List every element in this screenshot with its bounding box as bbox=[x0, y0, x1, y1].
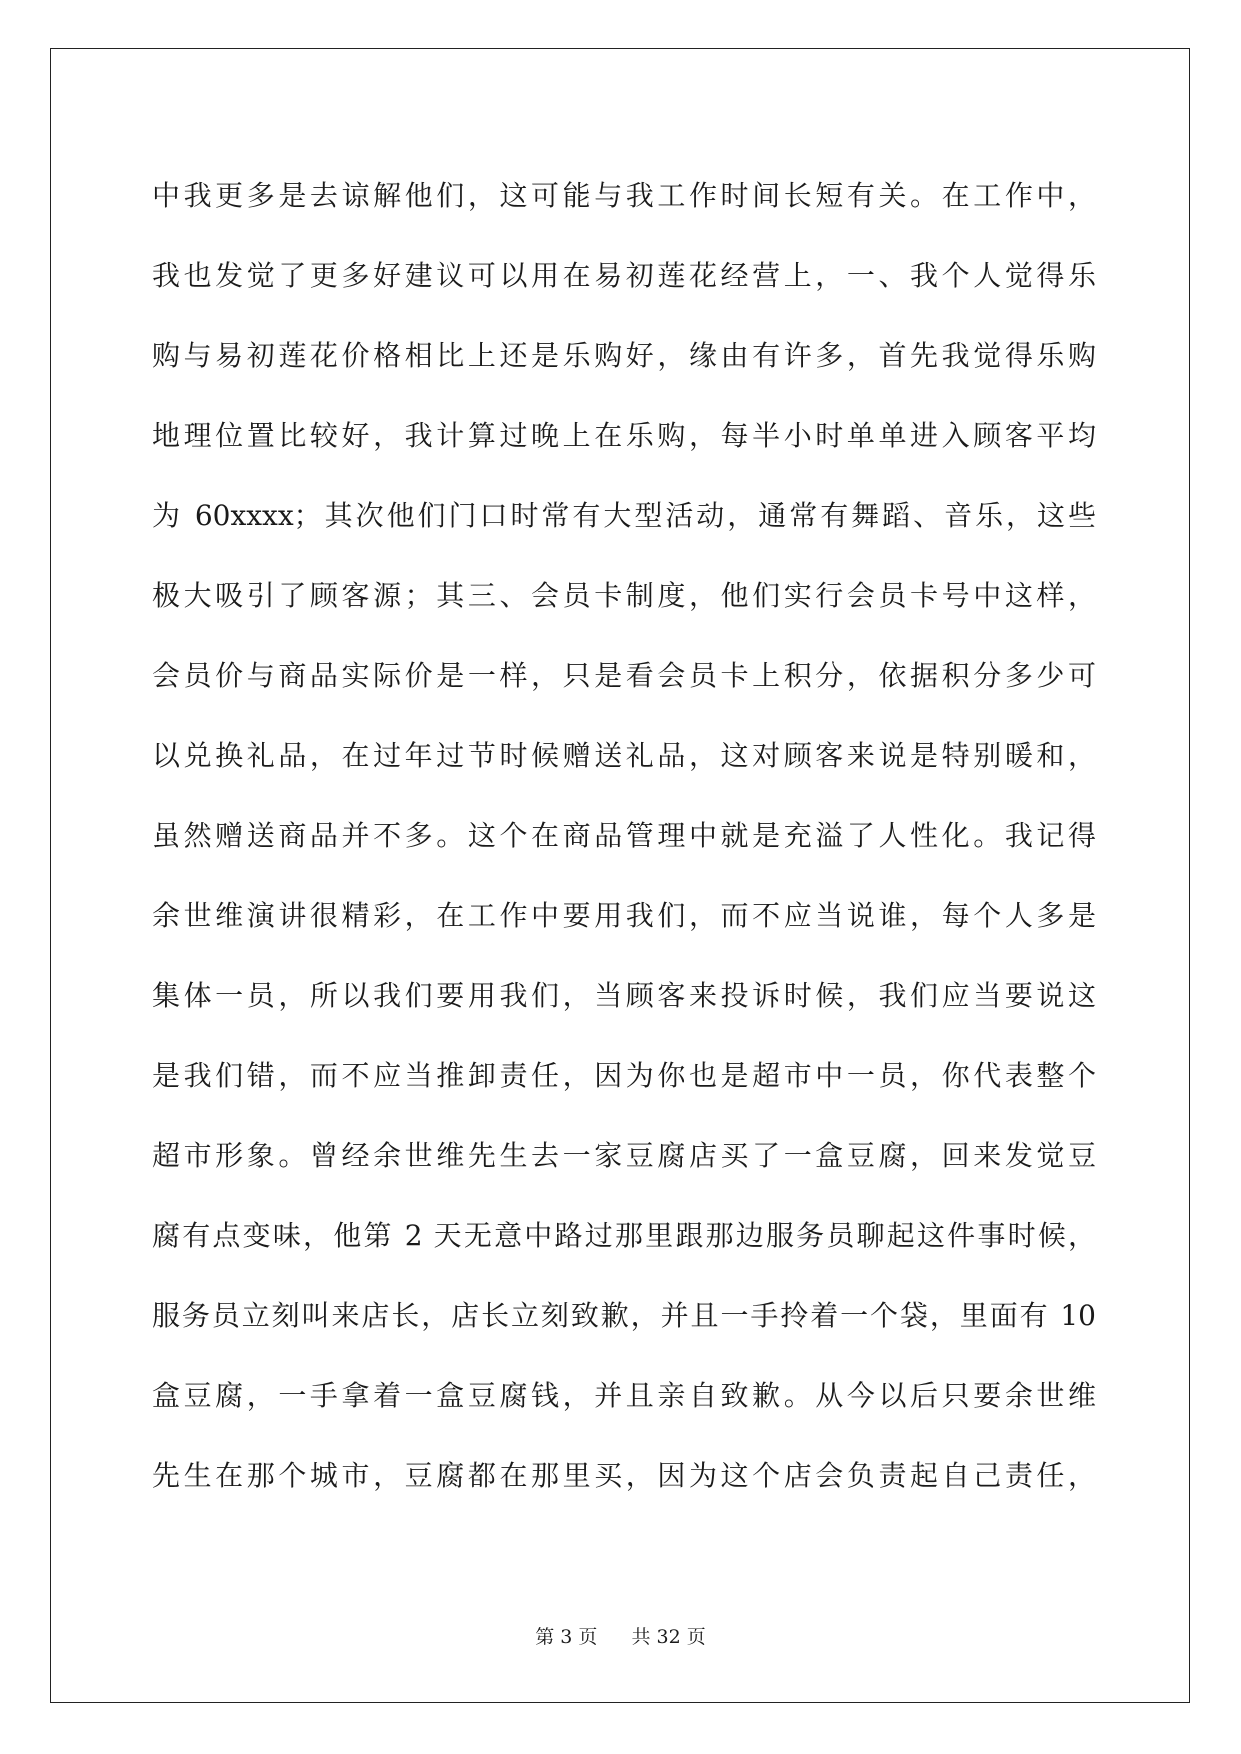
text-line-14: 腐有点变味，他第 2 天无意中路过那里跟那边服务员聊起这件事时候， bbox=[152, 1219, 1096, 1252]
text-line-1: 中我更多是去谅解他们，这可能与我工作时间长短有关。在工作中， bbox=[152, 179, 1096, 212]
text-line-16: 盒豆腐，一手拿着一盒豆腐钱，并且亲自致歉。从今以后只要余世维 bbox=[152, 1379, 1096, 1412]
text-line-6: 极大吸引了顾客源；其三、会员卡制度，他们实行会员卡号中这样， bbox=[152, 579, 1096, 612]
text-line-2: 我也发觉了更多好建议可以用在易初莲花经营上，一、我个人觉得乐 bbox=[152, 259, 1096, 292]
text-line-8: 以兑换礼品，在过年过节时候赠送礼品，这对顾客来说是特别暖和， bbox=[152, 739, 1096, 772]
text-line-7: 会员价与商品实际价是一样，只是看会员卡上积分，依据积分多少可 bbox=[152, 659, 1096, 692]
text-line-3: 购与易初莲花价格相比上还是乐购好，缘由有许多，首先我觉得乐购 bbox=[152, 339, 1096, 372]
text-line-5: 为 60xxxx；其次他们门口时常有大型活动，通常有舞蹈、音乐，这些 bbox=[152, 499, 1096, 532]
text-line-9: 虽然赠送商品并不多。这个在商品管理中就是充溢了人性化。我记得 bbox=[152, 819, 1096, 852]
document-body bbox=[152, 168, 1096, 1528]
page-total: 共 32 页 bbox=[631, 1626, 706, 1648]
page-footer bbox=[0, 1622, 1241, 1649]
text-line-17: 先生在那个城市，豆腐都在那里买，因为这个店会负责起自己责任， bbox=[152, 1459, 1096, 1492]
text-line-15: 服务员立刻叫来店长，店长立刻致歉，并且一手拎着一个袋，里面有 10 bbox=[152, 1299, 1096, 1332]
text-line-12: 是我们错，而不应当推卸责任，因为你也是超市中一员，你代表整个 bbox=[152, 1059, 1096, 1092]
page-number: 第 3 页 bbox=[535, 1626, 598, 1648]
text-line-13: 超市形象。曾经余世维先生去一家豆腐店买了一盒豆腐，回来发觉豆 bbox=[152, 1139, 1096, 1172]
text-line-4: 地理位置比较好，我计算过晚上在乐购，每半小时单单进入顾客平均 bbox=[152, 419, 1096, 452]
text-line-10: 余世维演讲很精彩，在工作中要用我们，而不应当说谁，每个人多是 bbox=[152, 899, 1096, 932]
text-line-11: 集体一员，所以我们要用我们，当顾客来投诉时候，我们应当要说这 bbox=[152, 979, 1096, 1012]
